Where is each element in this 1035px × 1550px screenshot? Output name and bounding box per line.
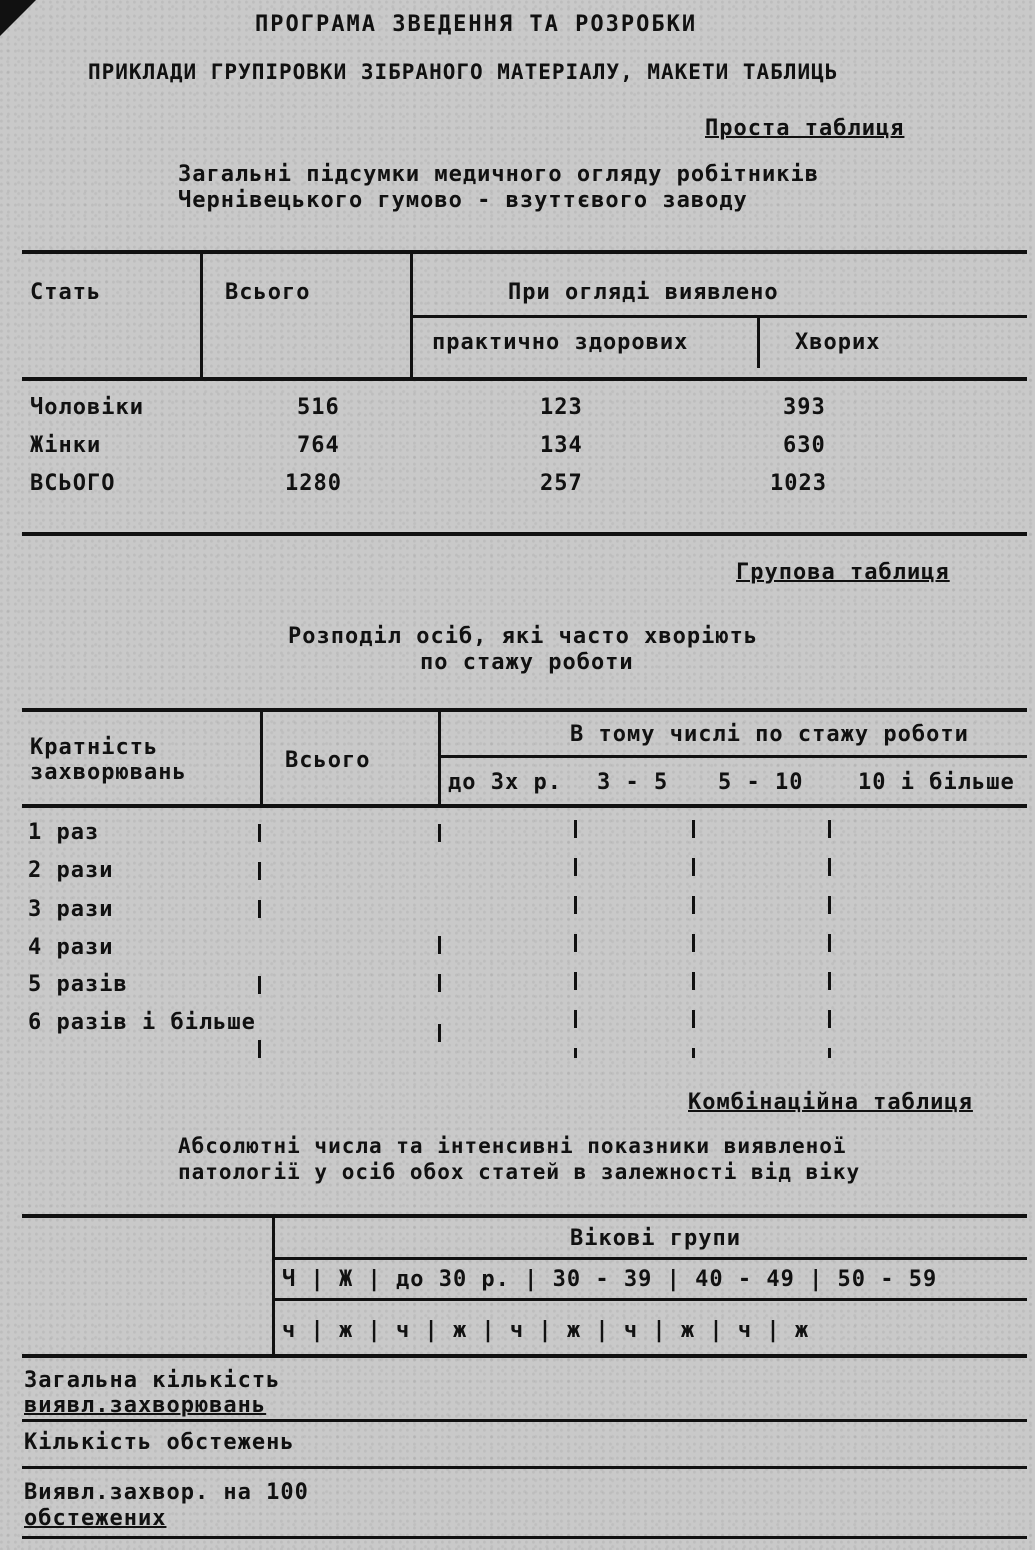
combo-col-age: Вікові групи [570, 1226, 741, 1251]
group-sub-rule [438, 755, 1027, 758]
simple-col-sex: Стать [30, 280, 102, 305]
group-row-label: 5 разів [28, 972, 128, 997]
simple-col-healthy: практично здорових [432, 330, 689, 355]
combo-rule-2 [272, 1298, 1027, 1301]
simple-row-healthy: 134 [540, 433, 583, 458]
group-col-tick [258, 862, 261, 880]
group-title-1: Розподіл осіб, які часто хворіють [288, 624, 759, 649]
simple-header-rule [22, 377, 1027, 381]
group-row-label: 2 рази [28, 858, 114, 883]
group-title-2: по стажу роботи [420, 650, 634, 675]
group-col-freq-1: Кратність [30, 735, 159, 760]
simple-title-1: Загальні підсумки медичного огляду робітників [178, 162, 820, 187]
simple-table-label: Проста таблиця [705, 116, 905, 141]
combo-sex-row: ч | ж | ч | ж | ч | ж | ч | ж | ч | ж [282, 1318, 810, 1343]
simple-col-total: Всього [225, 280, 311, 305]
combo-title-2: патології у осіб обох статей в залежності від віку [178, 1160, 861, 1184]
combo-row-line1: Виявл.захвор. на 100 [24, 1480, 309, 1505]
combo-title-1: Абсолютні числа та інтенсивні показники виявленої [178, 1134, 847, 1158]
group-col-line-4 [692, 820, 695, 1058]
group-row-label: 6 разів і більше [28, 1010, 256, 1035]
group-col-s4: 10 і більше [858, 770, 1015, 795]
group-col-tick [438, 936, 441, 954]
group-vline-2 [438, 712, 441, 807]
group-col-s1: до 3х р. [448, 770, 562, 795]
simple-vline-3 [757, 318, 760, 368]
group-col-tick [438, 1024, 441, 1042]
group-row-label: 1 раз [28, 820, 100, 845]
group-top-rule [22, 708, 1027, 712]
simple-vline-1 [200, 254, 203, 380]
group-col-total: Всього [285, 748, 371, 773]
simple-row-label: Жінки [30, 433, 102, 458]
scan-corner [0, 0, 36, 36]
group-col-tick [438, 974, 441, 992]
simple-row-healthy: 257 [540, 471, 583, 496]
combo-row-rule [22, 1466, 1027, 1469]
group-col-incl: В тому числі по стажу роботи [570, 722, 969, 747]
group-table-label: Групова таблиця [736, 560, 950, 585]
simple-row-label: ВСЬОГО [30, 471, 116, 496]
combo-bottom-rule [22, 1536, 1027, 1539]
group-col-tick [258, 976, 261, 994]
group-col-tick [258, 824, 261, 842]
combo-row-rule [22, 1419, 1027, 1422]
combo-header-rule [22, 1354, 1027, 1358]
combo-age-row: Ч | Ж | до 30 р. | 30 - 39 | 40 - 49 | 50 - 59 [282, 1267, 938, 1292]
group-row-label: 3 рази [28, 897, 114, 922]
combo-row-line1: Загальна кількість [24, 1368, 281, 1393]
simple-title-2: Чернівецького гумово - взуттєвого заводу [178, 188, 748, 213]
simple-row-total: 1280 [285, 471, 342, 496]
group-vline-1 [260, 712, 263, 807]
group-col-s2: 3 - 5 [597, 770, 669, 795]
simple-sub-rule [410, 315, 1027, 318]
group-col-freq-2: захворювань [30, 760, 187, 785]
combo-top-rule [22, 1214, 1027, 1218]
combo-row-line2: виявл.захворювань [24, 1393, 267, 1418]
combo-row-line1: Кількість обстежень [24, 1430, 295, 1455]
header-line1: ПРОГРАМА ЗВЕДЕННЯ ТА РОЗРОБКИ [255, 12, 698, 37]
simple-row-label: Чоловіки [30, 395, 144, 420]
group-col-tick [258, 900, 261, 918]
group-header-rule [22, 804, 1027, 808]
group-row-label: 4 рази [28, 935, 114, 960]
simple-row-total: 764 [297, 433, 340, 458]
simple-row-total: 516 [297, 395, 340, 420]
simple-top-rule [22, 250, 1027, 254]
simple-bottom-rule [22, 532, 1027, 536]
group-col-s3: 5 - 10 [718, 770, 804, 795]
combo-table-label: Комбінаційна таблиця [688, 1090, 973, 1115]
simple-row-sick: 630 [783, 433, 826, 458]
simple-col-sick: Хворих [795, 330, 881, 355]
header-line2: ПРИКЛАДИ ГРУПІРОВКИ ЗІБРАНОГО МАТЕРІАЛУ, МАКЕТИ ТАБЛИЦЬ [88, 60, 839, 84]
simple-row-sick: 1023 [770, 471, 827, 496]
group-col-line-5 [828, 820, 831, 1058]
group-col-tick [438, 824, 441, 842]
simple-row-sick: 393 [783, 395, 826, 420]
simple-row-healthy: 123 [540, 395, 583, 420]
group-col-tick [258, 1040, 261, 1058]
combo-vline [272, 1218, 275, 1356]
combo-row-line2: обстежених [24, 1506, 167, 1531]
group-col-line-3 [574, 820, 577, 1058]
simple-col-found: При огляді виявлено [508, 280, 779, 305]
combo-rule-1 [272, 1257, 1027, 1260]
